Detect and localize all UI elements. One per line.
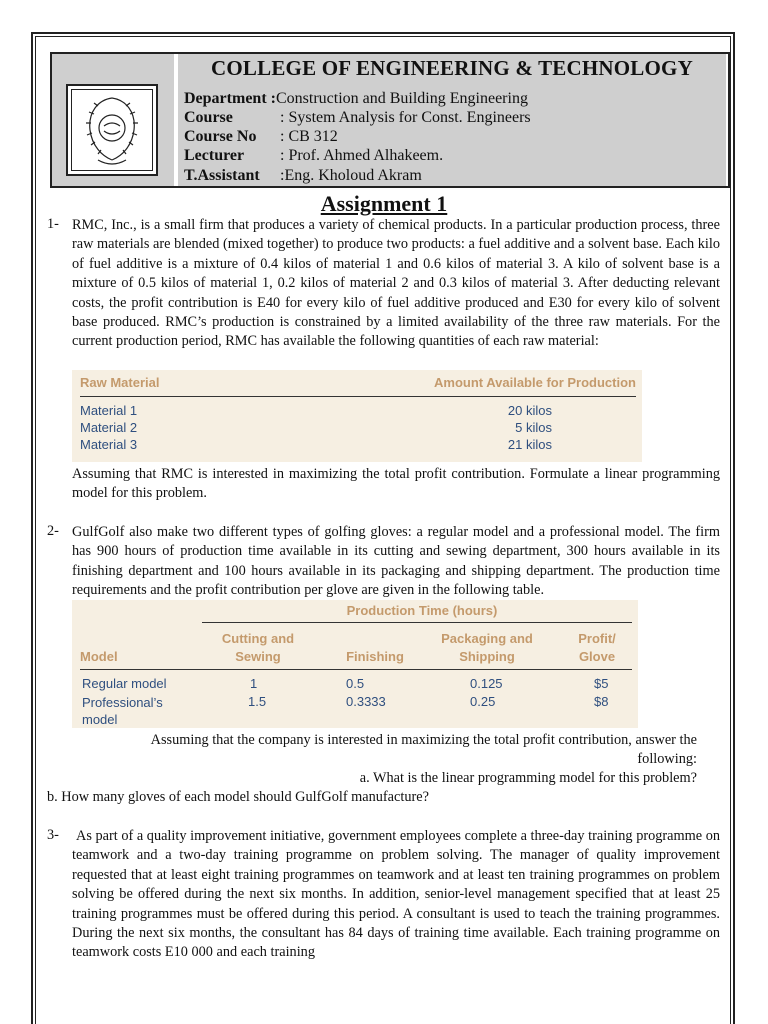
course-row (184, 108, 531, 127)
q2-text: GulfGolf also make two different types of golfing gloves: a regular model and a professional model. The firm has 900 hours of production time available in its cutting and sewing department, 300 hours available in its finishing department and 100 hours available in its packaging and shipping department. The production time requirements and the profit contribution per glove are given in the following table. (72, 524, 720, 599)
course-no-row (184, 127, 338, 146)
q1-text: RMC, Inc., is a small firm that produces a variety of chemical products. In a particular production process, three raw materials are blended (mixed together) to produce two products: a fuel additive and a solvent base. Each kilo of fuel additive is a mixture of 0.4 kilos of material 1 and 0.6 kilos of material 3. A kilo of solvent base is a mixture of 0.5 kilos of material 1, 0.2 kilos of material 2 and 0.3 kilos of material 3. After deducting relevant costs, the profit contribution is E40 for every kilo of fuel additive produced and E30 for every kilo of solvent base produced. RMC’s production is constrained by a limited availability of the three raw materials. For the current production period, RMC has available the following quantities of each raw material: (72, 217, 720, 350)
lecturer-row (184, 146, 443, 165)
q1-followup: Assuming that RMC is interested in maximizing the total profit contribution. Formulate a linear programming model for this problem. (72, 466, 720, 502)
table-cell: Material 1 (80, 403, 138, 418)
table-cell: Professional’s model (82, 695, 163, 727)
table-rule (80, 669, 632, 670)
q3-number: 3- (47, 827, 59, 843)
course-value: : System Analysis for Const. Engineers (280, 109, 531, 126)
raw-material-table (72, 370, 642, 462)
model-header: Model (80, 649, 118, 664)
lecturer-value: : Prof. Ahmed Alhakeem. (280, 147, 444, 164)
course-no-label: Course No (184, 128, 257, 145)
raw-material-header: Raw Material (80, 375, 160, 390)
department-row (184, 89, 528, 108)
course-no-value: : CB 312 (280, 128, 338, 145)
college-title: COLLEGE OF ENGINEERING & TECHNOLOGY (211, 56, 693, 80)
q2-part-a: a. What is the linear programming model for this problem? (359, 770, 697, 786)
department-value: Construction and Building Engineering (275, 90, 528, 107)
lecturer-label: Lecturer (184, 147, 245, 164)
table-cell: 0.5 (346, 676, 365, 691)
table-cell: 1.5 (248, 694, 267, 709)
table-cell: 0.25 (470, 694, 496, 709)
q1-number: 1- (47, 216, 59, 232)
profit-header: Profit/ Glove (578, 631, 616, 664)
assignment-title: Assignment 1 (320, 191, 448, 216)
q3-text: As part of a quality improvement initiative, government employees complete a three-day training programme on teamwork and a two-day training programme on problem solving. The manager of quality improvement requested that at least eight training programmes on teamwork and at least ten training programmes on problem solving be offered during the next six months. In addition, senior-level management specified that at least 25 training programmes must be offered during this period. A consultant is used to teach the training programmes. During the next six months, the consultant has 84 days of training time available. Each training programme on teamwork costs E10 000 and each training (72, 828, 720, 961)
table-cell: 5 kilos (515, 420, 552, 435)
amount-header: Amount Available for Production (434, 375, 636, 390)
table-rule (80, 396, 636, 397)
table-rule (202, 622, 632, 623)
cutting-sewing-header: Cutting and Sewing (221, 631, 295, 664)
table-cell: Material 2 (80, 420, 138, 435)
q2-followup: Assuming that the company is interested in maximizing the total profit contribution, answer the following: (150, 732, 697, 768)
table-cell: $5 (594, 676, 609, 691)
table-cell: Regular model (82, 676, 167, 691)
course-label: Course (184, 109, 233, 126)
glove-table (72, 600, 638, 728)
finishing-header: Finishing (346, 649, 404, 664)
assistant-label: T.Assistant (184, 167, 260, 184)
q2-number: 2- (47, 523, 59, 539)
college-logo (66, 84, 158, 176)
table-cell: 21 kilos (507, 437, 552, 452)
table-cell: Material 3 (80, 437, 138, 452)
table-cell: $8 (594, 694, 609, 709)
assistant-value: :Eng. Kholoud Akram (280, 167, 422, 184)
table-cell: 20 kilos (507, 403, 552, 418)
department-label: Department : (184, 90, 276, 107)
table-cell: 0.125 (470, 676, 503, 691)
table-cell: 1 (250, 676, 258, 691)
emblem-icon (68, 86, 156, 174)
production-time-header: Production Time (hours) (346, 603, 498, 618)
q2-part-b: b. How many gloves of each model should GulfGolf manufacture? (47, 789, 429, 805)
assistant-row (184, 166, 422, 185)
packaging-shipping-header: Packaging and Shipping (441, 631, 533, 664)
table-cell: 0.3333 (346, 694, 386, 709)
